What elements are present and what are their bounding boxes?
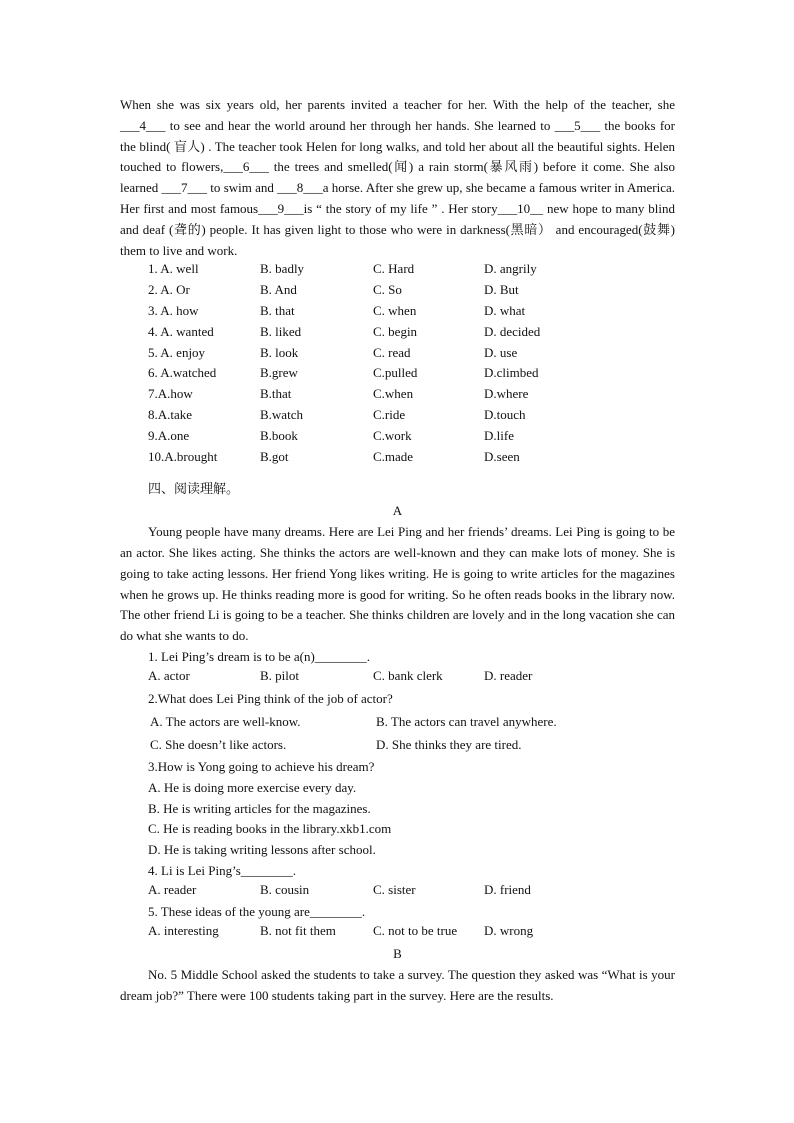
option-d: D.where bbox=[484, 386, 529, 402]
option-c: C. She doesn’t like actors. bbox=[150, 736, 287, 752]
option-d: D. She thinks they are tired. bbox=[376, 736, 522, 752]
option-c: C. begin bbox=[373, 323, 418, 339]
option-a: 2. A. Or bbox=[148, 282, 190, 298]
option-c: C. Hard bbox=[373, 261, 415, 277]
option-b: B.that bbox=[260, 386, 292, 402]
option-d: D. use bbox=[484, 344, 518, 360]
cloze-option-row bbox=[148, 324, 540, 345]
option-d: D. But bbox=[484, 282, 519, 298]
option-c: C. bank clerk bbox=[373, 667, 443, 683]
option-a: 3. A. how bbox=[148, 302, 199, 318]
passage-b-label: B bbox=[393, 946, 402, 962]
option-a: 10.A.brought bbox=[148, 448, 218, 464]
option-c: C.made bbox=[373, 448, 414, 464]
option-c: C.ride bbox=[373, 406, 406, 422]
option-c: C.when bbox=[373, 386, 414, 402]
option-a: 5. A. enjoy bbox=[148, 344, 206, 360]
cloze-option-row bbox=[148, 407, 540, 428]
option-a: 1. A. well bbox=[148, 261, 199, 277]
option-b: B.got bbox=[260, 448, 289, 464]
option-a: A. The actors are well-know. bbox=[150, 713, 301, 729]
option-b: B. And bbox=[260, 282, 297, 298]
option-c: C. He is reading books in the library.xkb1.com bbox=[148, 821, 392, 837]
section-title: 四、阅读理解。 bbox=[148, 482, 240, 498]
option-d: D.touch bbox=[484, 406, 526, 422]
question-4-stem: 4. Li is Lei Ping’s________. bbox=[148, 862, 297, 878]
option-c: C.work bbox=[373, 427, 412, 443]
cloze-option-row bbox=[148, 303, 540, 324]
option-b: B. cousin bbox=[260, 881, 310, 897]
option-d: D.climbed bbox=[484, 365, 539, 381]
option-a: A. He is doing more exercise every day. bbox=[148, 779, 357, 795]
option-b: B.book bbox=[260, 427, 298, 443]
option-b: B. look bbox=[260, 344, 299, 360]
cloze-options-table bbox=[148, 261, 540, 469]
option-b: B. He is writing articles for the magazines. bbox=[148, 800, 371, 816]
option-d: D. angrily bbox=[484, 261, 537, 277]
option-d: D. He is taking writing lessons after school. bbox=[148, 842, 376, 858]
option-a: A. reader bbox=[148, 881, 197, 897]
option-a: 8.A.take bbox=[148, 406, 193, 422]
option-b: B. liked bbox=[260, 323, 302, 339]
option-c: C.pulled bbox=[373, 365, 418, 381]
option-d: D. what bbox=[484, 302, 526, 318]
cloze-option-row bbox=[148, 261, 540, 282]
option-b: B. that bbox=[260, 302, 295, 318]
option-a: 4. A. wanted bbox=[148, 323, 214, 339]
option-a: A. interesting bbox=[148, 923, 219, 939]
cloze-option-row bbox=[148, 428, 540, 449]
question-4-options bbox=[148, 882, 531, 903]
option-a: 9.A.one bbox=[148, 427, 190, 443]
question-5-options bbox=[148, 923, 533, 944]
option-d: D. friend bbox=[484, 881, 531, 897]
option-d: D. reader bbox=[484, 667, 533, 683]
option-d: D. decided bbox=[484, 323, 541, 339]
option-d: D.seen bbox=[484, 448, 520, 464]
option-b: B.watch bbox=[260, 406, 303, 422]
option-b: B. pilot bbox=[260, 667, 300, 683]
cloze-option-row bbox=[148, 386, 540, 407]
passage-a-text: Young people have many dreams. Here are Lei Ping and her friends’ dreams. Lei Ping is going to be an actor. She likes acting. She thinks the actors are well-known and they can make lots of money. She is going to take acting lessons. Her friend Yong likes writing. He is going to write articles for the magazines when he grows up. He thinks reading more is good for writing. So he often reads books in the library now. The other friend Li is going to be a teacher. She thinks children are lovely and in the long vacation she can do what she wants to do. bbox=[120, 524, 675, 644]
option-c: C. read bbox=[373, 344, 411, 360]
question-3-stem: 3.How is Yong going to achieve his dream? bbox=[148, 758, 375, 774]
option-b: B. not fit them bbox=[260, 923, 336, 939]
cloze-option-row bbox=[148, 282, 540, 303]
document-page bbox=[120, 95, 675, 1006]
question-2-options bbox=[148, 709, 559, 757]
option-d: D. wrong bbox=[484, 923, 534, 939]
question-1-options bbox=[148, 668, 532, 689]
option-a: 7.A.how bbox=[148, 386, 193, 402]
passage-a-label: A bbox=[392, 503, 403, 519]
option-b: B.grew bbox=[260, 365, 298, 381]
cloze-option-row bbox=[148, 365, 540, 386]
passage-b-text: No. 5 Middle School asked the students to take a survey. The question they asked was “What is your dream job?” There were 100 students taking part in the survey. Here are the results. bbox=[120, 966, 675, 1003]
option-c: C. not to be true bbox=[373, 923, 458, 939]
cloze-option-row bbox=[148, 345, 540, 366]
option-b: B. The actors can travel anywhere. bbox=[376, 713, 557, 729]
question-1-stem: 1. Lei Ping’s dream is to be a(n)________. bbox=[148, 648, 371, 664]
option-a: 6. A.watched bbox=[148, 365, 217, 381]
question-2-stem: 2.What does Lei Ping think of the job of actor? bbox=[148, 690, 393, 706]
cloze-option-row bbox=[148, 449, 540, 470]
option-c: C. sister bbox=[373, 881, 416, 897]
question-5-stem: 5. These ideas of the young are________. bbox=[148, 904, 366, 920]
option-d: D.life bbox=[484, 427, 514, 443]
cloze-passage: When she was six years old, her parents invited a teacher for her. With the help of the teacher, she ___4___ to see and hear the world around her through her hands. She learned to ___5___ the books for the blind( 盲人) . The teacher took Helen for long walks, and told her about all the beautiful sights. Helen touched to flowers,___6___ the trees and smelled(闻) a rain storm(暴风雨) before it come. She also learned ___7___ to swim and ___8___a horse. After she grew up, she became a famous writer in America. Her first and most famous___9___is “ the story of my life ” . Her story___10__ new hope to many blind and deaf (聋的) people. It has given light to those who were in darkness(黑暗） and encouraged(鼓舞) them to live and work. bbox=[120, 97, 675, 258]
option-c: C. when bbox=[373, 302, 417, 318]
option-c: C. So bbox=[373, 282, 402, 298]
option-b: B. badly bbox=[260, 261, 305, 277]
option-a: A. actor bbox=[148, 667, 190, 683]
